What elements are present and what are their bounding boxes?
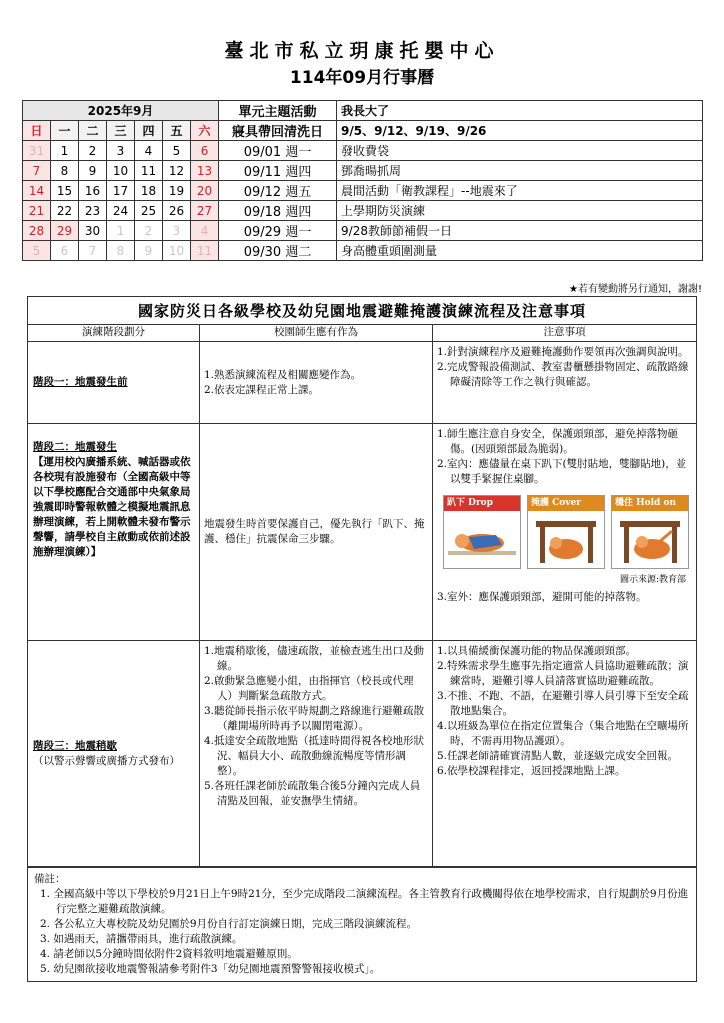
stage1-note: 1.針對演練程序及避難掩護動作要領再次強調與說明。 xyxy=(437,346,689,358)
drill-illustrations xyxy=(443,495,692,569)
calendar-day: 30 xyxy=(79,221,107,241)
calendar-day: 24 xyxy=(107,201,135,221)
calendar-day: 10 xyxy=(107,161,135,181)
stage1-note: 2.完成警報設備測試、教室書櫃懸掛物固定、疏散路線障礙清除等工作之執行與確認。 xyxy=(437,361,689,388)
remark-item: 1. 全國高級中等以下學校於9月21日上午9時21分，至少完成階段二演練流程。各主管教育行政機關得依在地學校需求，自行規劃於9月份進行完整之避難疏散演練。 xyxy=(40,888,689,915)
calendar-day: 9 xyxy=(135,241,163,261)
calendar-day: 31 xyxy=(23,141,51,161)
col-header: 校園師生應有作為 xyxy=(200,325,433,341)
stage3-name: 階段三：地震稍歇 xyxy=(33,739,117,752)
calendar-day: 1 xyxy=(107,221,135,241)
event-text: 晨間活動「衛教課程」--地震來了 xyxy=(337,181,703,201)
page-title: 臺北市私立玥康托嬰中心 xyxy=(224,40,500,62)
stage3-action: 2.啟動緊急應變小組，由指揮官（校長或代理人）判斷緊急疏散方式。 xyxy=(204,675,414,702)
calendar-day: 28 xyxy=(23,221,51,241)
calendar-day: 11 xyxy=(191,241,219,261)
stage3-action: 3.聽從師長指示依平時規劃之路線進行避難疏散（離開場所時再予以關閉電源）。 xyxy=(204,705,425,732)
cover-illustration xyxy=(527,495,605,569)
calendar-day: 21 xyxy=(23,201,51,221)
bedding-label: 寢具帶回清洗日 xyxy=(219,121,337,141)
calendar-day: 16 xyxy=(79,181,107,201)
stage1-row xyxy=(28,342,696,424)
event-text: 上學期防災演練 xyxy=(337,201,703,221)
drill-table xyxy=(27,296,697,982)
event-text: 身高體重頭圍測量 xyxy=(337,241,703,261)
calendar-day: 1 xyxy=(51,141,79,161)
stage3-note: 6.依學校課程排定，返回授課地點上課。 xyxy=(437,765,626,777)
event-date: 09/01 週一 xyxy=(219,141,337,161)
drill-header-row xyxy=(28,325,696,342)
calendar-day: 13 xyxy=(191,161,219,181)
hold-on-figure-icon xyxy=(612,511,688,568)
drop-label: 趴下 Drop xyxy=(444,496,520,511)
calendar-day: 3 xyxy=(163,221,191,241)
weekday-header: 日 xyxy=(23,121,51,141)
weekday-header: 一 xyxy=(51,121,79,141)
stage3-action: 1.地震稍歇後，儘速疏散，並檢查逃生出口及動線。 xyxy=(204,645,425,672)
stage3-note: 4.以班級為單位在指定位置集合（集合地點在空曠場所時，不需再用物品護頭）。 xyxy=(437,720,689,747)
weekday-header: 四 xyxy=(135,121,163,141)
cover-figure-icon xyxy=(528,511,604,568)
weekday-header: 六 xyxy=(191,121,219,141)
event-date: 09/11 週四 xyxy=(219,161,337,181)
drop-illustration xyxy=(443,495,521,569)
remark-item: 5. 幼兒園欲接收地震警報請參考附件3「幼兒園地震預警警報接收模式」。 xyxy=(40,963,381,975)
calendar-day: 15 xyxy=(51,181,79,201)
calendar-month: 2025年9月 xyxy=(23,101,219,121)
stage3-note: 1.以具備緩衝保護功能的物品保護頭頸部。 xyxy=(437,645,637,657)
calendar-day: 2 xyxy=(79,141,107,161)
calendar-day: 27 xyxy=(191,201,219,221)
event-date: 09/12 週五 xyxy=(219,181,337,201)
calendar-day: 6 xyxy=(191,141,219,161)
calendar-table xyxy=(22,100,703,261)
calendar-day: 8 xyxy=(107,241,135,261)
stage3-note: 3.不推、不跑、不語，在避難引導人員引導下至安全疏散地點集合。 xyxy=(437,690,689,717)
calendar-day: 2 xyxy=(135,221,163,241)
drop-figure-icon xyxy=(444,511,520,568)
stage3-note: 5.任課老師請確實清點人數，並逐級完成安全回報。 xyxy=(437,750,679,762)
calendar-day: 12 xyxy=(163,161,191,181)
stage3-note: 2.特殊需求學生應事先指定適當人員協助避難疏散；演練當時，避難引導人員請落實協助避難疏散。 xyxy=(437,660,689,687)
calendar-day: 10 xyxy=(163,241,191,261)
calendar-day: 7 xyxy=(79,241,107,261)
calendar-day: 4 xyxy=(191,221,219,241)
calendar-day: 25 xyxy=(135,201,163,221)
col-header: 注意事項 xyxy=(543,326,586,338)
stage1-action: 2.依表定課程正常上課。 xyxy=(204,383,320,396)
event-date: 09/18 週四 xyxy=(219,201,337,221)
stage2-row xyxy=(28,424,696,641)
remark-item: 3. 如遇雨天，請攜帶雨具，進行疏散演練。 xyxy=(40,933,243,945)
event-text: 發收費袋 xyxy=(337,141,703,161)
calendar-day: 29 xyxy=(51,221,79,241)
stage2-note: 1.師生應注意自身安全，保護頭頸部，避免掉落物砸傷。(因頭頸部最為脆弱)。 xyxy=(437,428,679,455)
hold-on-illustration xyxy=(611,495,689,569)
calendar-day: 23 xyxy=(79,201,107,221)
calendar-day: 26 xyxy=(163,201,191,221)
weekday-header: 三 xyxy=(107,121,135,141)
calendar-day: 19 xyxy=(163,181,191,201)
calendar-day: 11 xyxy=(135,161,163,181)
calendar-day: 8 xyxy=(51,161,79,181)
weekday-header: 二 xyxy=(79,121,107,141)
stage2-action: 地震發生時首要保護自己，優先執行「趴下、掩護、穩住」抗震保命三步驟。 xyxy=(204,518,425,545)
remark-item: 4. 請老師以5分鐘時間依附件2資料敘明地震避難原則。 xyxy=(40,948,298,960)
stage1-action: 1.熟悉演練流程及相關應變作為。 xyxy=(204,368,362,381)
drill-title: 國家防災日各級學校及幼兒園地震避難掩護演練流程及注意事項 xyxy=(28,297,696,325)
col-header: 演練階段劃分 xyxy=(28,325,200,341)
calendar-footnote: ★若有變動將另行通知，謝謝! xyxy=(569,284,702,295)
bedding-value: 9/5、9/12、9/19、9/26 xyxy=(337,121,703,141)
calendar-day: 9 xyxy=(79,161,107,181)
calendar-day: 4 xyxy=(135,141,163,161)
calendar-day: 3 xyxy=(107,141,135,161)
calendar-day: 18 xyxy=(135,181,163,201)
hold-on-label: 穩住 Hold on xyxy=(612,496,688,511)
remarks xyxy=(28,867,696,981)
theme-label: 單元主題活動 xyxy=(219,101,337,121)
remarks-label: 備註： xyxy=(34,873,66,885)
stage2-note: 2.室內：應儘量在桌下趴下(雙肘貼地，雙腳貼地)，並以雙手緊握住桌腳。 xyxy=(437,458,687,485)
event-text: 鄧喬暘抓周 xyxy=(337,161,703,181)
event-date: 09/29 週一 xyxy=(219,221,337,241)
image-source: 圖示來源:教育部 xyxy=(619,575,686,585)
weekday-header: 五 xyxy=(163,121,191,141)
calendar-day: 14 xyxy=(23,181,51,201)
stage3-row xyxy=(28,641,696,867)
stage1-name: 階段一：地震發生前 xyxy=(33,376,128,388)
calendar-day: 22 xyxy=(51,201,79,221)
event-text: 9/28教師節補假一日 xyxy=(337,221,703,241)
remark-item: 2. 各公私立大專校院及幼兒園於9月份自行訂定演練日期，完成三階段演練流程。 xyxy=(40,918,418,930)
stage2-name: 階段二：地震發生 xyxy=(33,441,117,453)
calendar-day: 5 xyxy=(163,141,191,161)
stage2-desc: 【運用校內廣播系統、喊話器或依各校現有設施發布（全國高級中等以下學校應配合交通部中央氣象局強震即時警報軟體之模擬地震訊息辦理演練，若上開軟體未發布警示聲響，請學校自主啟動或依前述設施辦理演練）】 xyxy=(33,456,191,558)
calendar-day: 7 xyxy=(23,161,51,181)
event-date: 09/30 週二 xyxy=(219,241,337,261)
stage2-note: 3.室外：應保護頭頸部，避開可能的掉落物。 xyxy=(437,591,647,603)
stage3-desc: （以警示聲響或廣播方式發布） xyxy=(33,754,180,767)
stage3-action: 5.各班任課老師於疏散集合後5分鐘內完成人員清點及回報，並安撫學生情緒。 xyxy=(204,780,421,807)
cover-label: 掩護 Cover xyxy=(528,496,604,511)
calendar-day: 17 xyxy=(107,181,135,201)
stage3-action: 4.抵達安全疏散地點（抵達時間得視各校地形狀況、幅員大小、疏散動線流暢度等情形調整）。 xyxy=(204,735,425,777)
page-subtitle: 114年09月行事曆 xyxy=(289,68,435,88)
calendar-day: 6 xyxy=(51,241,79,261)
theme-value: 我長大了 xyxy=(337,101,703,121)
calendar-day: 5 xyxy=(23,241,51,261)
calendar-day: 20 xyxy=(191,181,219,201)
